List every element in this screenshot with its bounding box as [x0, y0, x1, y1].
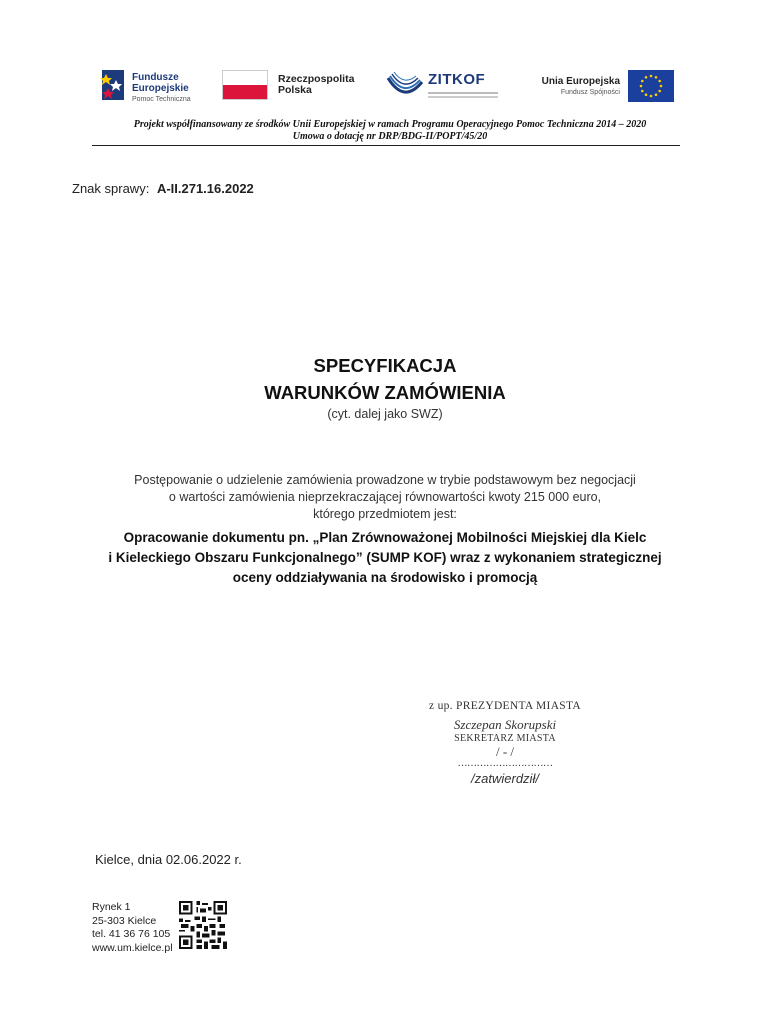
signatory-role: SEKRETARZ MIASTA	[454, 733, 556, 744]
procurement-subject	[0, 528, 770, 588]
document-title-line2: WARUNKÓW ZAMÓWIENIA	[264, 382, 506, 403]
header-divider	[92, 145, 680, 146]
qr-code-icon	[179, 901, 227, 949]
zitkof-swirl-icon	[384, 68, 424, 104]
fe-sub: Pomoc Techniczna	[132, 96, 191, 103]
signatory-name: Szczepan Skorupski	[453, 717, 557, 732]
project-line1: Projekt współfinansowany ze środków Unii Europejskiej w ramach Programu Operacyjnego Pomoc Techniczna 2014 – 2020	[133, 119, 647, 130]
eu-flag-icon	[628, 70, 674, 102]
address-web[interactable]: www.um.kielce.pl	[92, 941, 173, 954]
address-phone: tel. 41 36 76 105	[92, 928, 171, 940]
case-label: Znak sprawy:	[72, 181, 150, 196]
signature-dots: …………………………	[457, 758, 553, 769]
intro-line2: o wartości zamówienia nieprzekraczającej równowartości kwoty 215 000 euro,	[168, 490, 602, 504]
approved-note: /zatwierdził/	[471, 771, 539, 786]
fe-line1: Fundusze	[132, 72, 179, 83]
office-address	[92, 901, 173, 955]
rzeczpospolita-polska-logo	[222, 62, 362, 110]
signature-mark: / - /	[495, 744, 515, 759]
signature-authority: z up. PREZYDENTA MIASTA	[429, 700, 581, 712]
rp-line1: Rzeczpospolita	[278, 73, 355, 85]
rp-line2: Polska	[278, 84, 312, 96]
polish-flag-icon	[222, 70, 268, 100]
subject-line1: Opracowanie dokumentu pn. „Plan Zrównoważonej Mobilności Miejskiej dla Kielc	[123, 530, 647, 545]
subject-line2: i Kieleckiego Obszaru Funkcjonalnego” (SUMP KOF) wraz z wykonaniem strategicznej	[108, 550, 662, 565]
document-title-line1: SPECYFIKACJA	[313, 355, 457, 376]
intro-line3: którego przedmiotem jest:	[313, 507, 457, 521]
fe-line2: Europejskie	[132, 83, 189, 94]
project-line2: Umowa o dotację nr DRP/BDG-II/POPT/45/20	[292, 131, 488, 142]
procedure-intro	[0, 472, 770, 523]
ue-name: Unia Europejska	[541, 76, 620, 87]
address-street: Rynek 1	[92, 901, 131, 913]
case-value: A-II.271.16.2022	[156, 181, 254, 196]
case-number	[72, 181, 254, 196]
zitkof-logo	[384, 62, 514, 110]
document-title-note: (cyt. dalej jako SWZ)	[327, 407, 443, 421]
unia-europejska-logo	[530, 62, 680, 110]
intro-line1: Postępowanie o udzielenie zamówienia prowadzone w trybie podstawowym bez negocjacji	[134, 473, 636, 487]
subject-line3: oceny oddziaływania na środowisko i promocją	[232, 570, 538, 585]
place-date: Kielce, dnia 02.06.2022 r.	[95, 852, 242, 867]
ue-sub: Fundusz Spójności	[560, 89, 620, 96]
logo-bar	[96, 62, 680, 110]
address-city: 25-303 Kielce	[92, 914, 157, 927]
project-funding-note	[60, 119, 720, 143]
zitkof-name: ZITKOF	[428, 71, 486, 88]
fundusze-europejskie-logo	[96, 62, 206, 110]
fe-stars-icon	[100, 68, 126, 102]
